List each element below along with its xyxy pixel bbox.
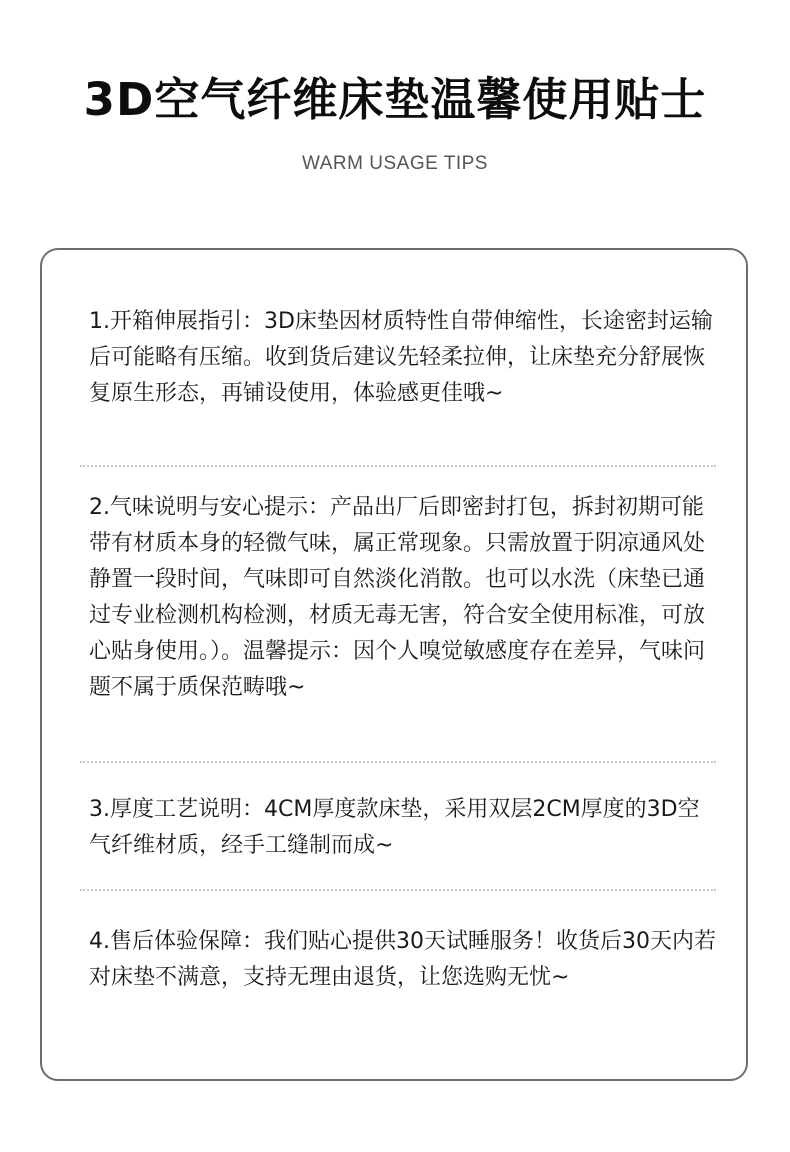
dotted-divider xyxy=(80,889,716,891)
tip-odor: 2.气味说明与安心提示：产品出厂后即密封打包，拆封初期可能带有材质本身的轻微气味，属正常现象。只需放置于阴凉通风处静置一段时间，气味即可自然淡化消散。也可以水洗（床垫已通过专业检测机构检测，材质无毒无害，符合安全使用标准，可放心贴身使用。）。温馨提示：因个人嗅觉敏感度存在差异，气味问题不属于质保范畴哦~ xyxy=(89,495,706,700)
tip-after-sales: 4.售后体验保障：我们贴心提供30天试睡服务！收货后30天内若对床垫不满意，支持无理由退货，让您选购无忧~ xyxy=(89,929,716,990)
page-subtitle: WARM USAGE TIPS xyxy=(302,153,488,174)
dotted-divider xyxy=(80,465,716,467)
dotted-divider xyxy=(80,761,716,763)
tip-thickness: 3.厚度工艺说明：4CM厚度款床垫，采用双层2CM厚度的3D空气纤维材质，经手工缝制而成~ xyxy=(89,797,700,858)
tips-card xyxy=(40,248,748,1081)
tip-unboxing: 1.开箱伸展指引：3D床垫因材质特性自带伸缩性，长途密封运输后可能略有压缩。收到货后建议先轻柔拉伸，让床垫充分舒展恢复原生形态，再铺设使用，体验感更佳哦~ xyxy=(89,309,713,406)
page-title: 3D空气纤维床垫温馨使用贴士 xyxy=(83,73,707,126)
